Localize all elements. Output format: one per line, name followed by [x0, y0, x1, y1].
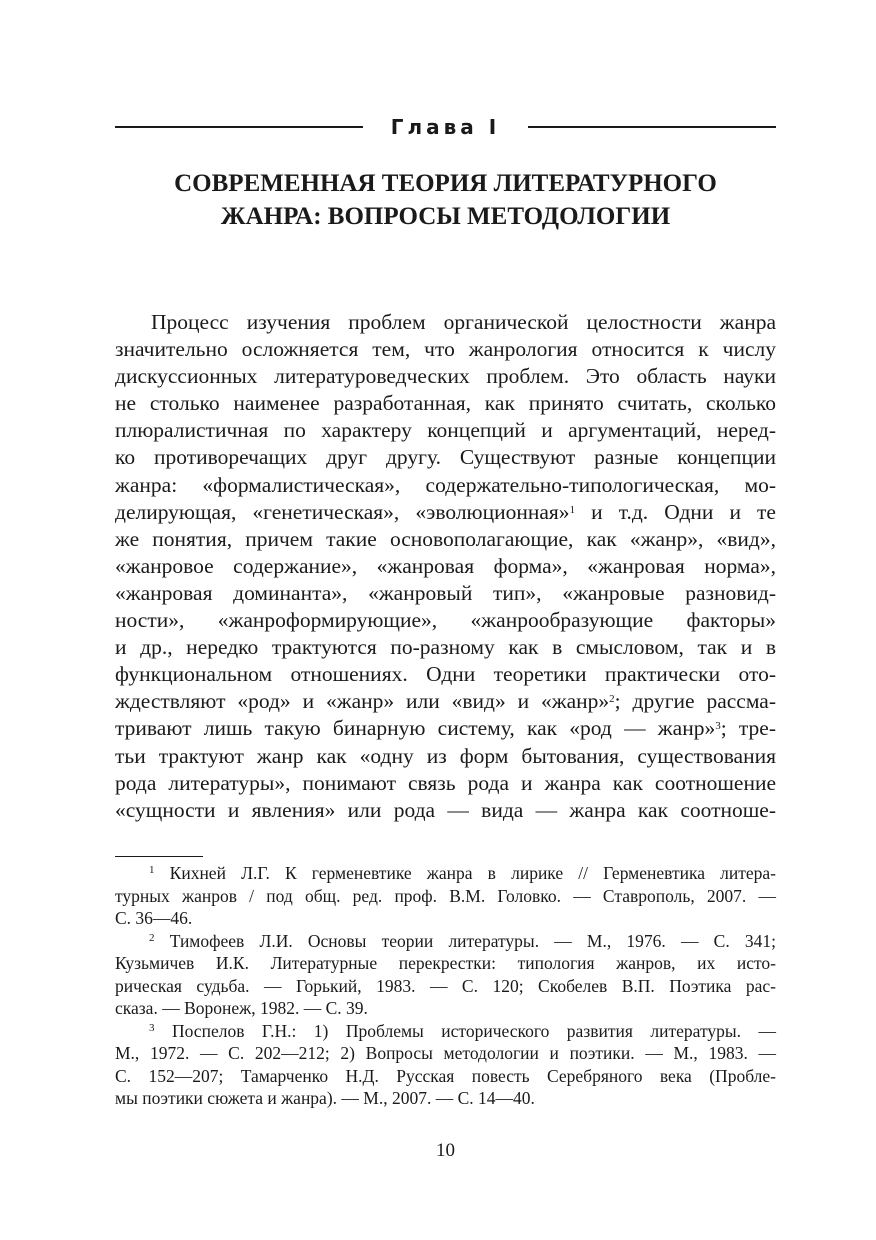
- text-line: рода литературы», понимают связь рода и жанра как соотношение: [115, 770, 776, 795]
- chapter-rule-left: [115, 126, 363, 128]
- footnote-ref[interactable]: 1: [569, 503, 576, 516]
- footnotes: [115, 862, 776, 1110]
- footnote-3: [115, 1020, 776, 1110]
- chapter-title-line: ЖАНРА: ВОПРОСЫ МЕТОДОЛОГИИ: [220, 203, 671, 230]
- text-line: «жанровая доминанта», «жанровый тип», «жанровые разновид-: [115, 580, 776, 605]
- text-line: [115, 499, 776, 526]
- footnote-ref[interactable]: 2: [609, 693, 615, 706]
- chapter-label: Глава I: [390, 115, 501, 139]
- footnote-line: рическая судьба. — Горький, 1983. — С. 120; Скобелев В.П. Поэтика рас-: [115, 975, 776, 996]
- footnote-line: турных жанров / под общ. ред. проф. В.М. Головко. — Ставрополь, 2007. —: [115, 885, 776, 906]
- text-line: жанра: «формалистическая», содержательно-типологическая, мо-: [115, 472, 776, 497]
- chapter-title-line: СОВРЕМЕННАЯ ТЕОРИЯ ЛИТЕРАТУРНОГО: [174, 170, 717, 197]
- text-line: ности», «жанроформирующие», «жанрообразующие факторы»: [115, 608, 776, 633]
- footnote-line: С. 36—46.: [115, 908, 193, 928]
- chapter-header: [115, 112, 776, 142]
- text-segment: ждествляют «род» и «жанр» или «вид» и «жанр»: [115, 689, 610, 714]
- chapter-title: [115, 167, 776, 233]
- text-segment: тривают лишь такую бинарную систему, как «род — жанр»: [115, 716, 716, 741]
- text-line: «сущности и явления» или рода — вида — жанра как соотноше-: [115, 797, 776, 822]
- footnote-ref[interactable]: 3: [715, 720, 721, 733]
- text-segment: Поспелов Г.Н.: 1) Проблемы исторического развития литературы. —: [171, 1020, 777, 1041]
- text-line: «жанровое содержание», «жанровая форма», «жанровая норма»,: [115, 553, 776, 578]
- text-line: Процесс изучения проблем органической целостности жанра: [151, 310, 776, 334]
- text-line: плюралистичная по характеру концепций и аргументаций, неред-: [115, 418, 776, 443]
- text-line: функциональном отношениях. Одни теоретики практически ото-: [115, 662, 776, 687]
- footnote-number: 2: [149, 931, 155, 944]
- footnote-line: [115, 930, 776, 953]
- text-segment: Кихней Л.Г. К герменевтике жанра в лирике // Герменевтика литера-: [169, 863, 777, 883]
- body-paragraph: [115, 309, 776, 824]
- footnote-separator: [115, 856, 203, 857]
- text-line: дискуссионных литературоведческих проблем. Это область науки: [115, 364, 776, 389]
- text-segment: ; другие рассма-: [614, 689, 776, 714]
- text-segment: и т.д. Одни и те: [575, 499, 776, 524]
- footnote-line: М., 1972. — С. 202—212; 2) Вопросы методологии и поэтики. — М., 1983. —: [115, 1043, 776, 1063]
- footnote-line: Кузьмичев И.К. Литературные перекрестки: типология жанров, их исто-: [115, 953, 776, 973]
- footnote-number: 3: [149, 1021, 155, 1034]
- footnote-line: сказа. — Воронеж, 1982. — С. 39.: [115, 998, 368, 1018]
- text-segment: ; тре-: [720, 716, 776, 741]
- text-line: значительно осложняется тем, что жанрология относится к числу: [115, 337, 776, 362]
- footnote-1: [115, 862, 776, 930]
- text-line: не столько наименее разработанная, как принято считать, сколько: [115, 391, 776, 416]
- text-segment: делирующая, «генетическая», «эволюционная»: [115, 499, 570, 524]
- page-number: 10: [436, 1140, 455, 1161]
- footnote-line: мы поэтики сюжета и жанра). — М., 2007. — С. 14—40.: [115, 1088, 535, 1108]
- footnote-number: 1: [149, 864, 155, 876]
- text-segment: Тимофеев Л.И. Основы теории литературы. — М., 1976. — С. 341;: [169, 930, 777, 951]
- text-line: [115, 688, 776, 715]
- footnote-line: [115, 862, 776, 885]
- text-line: тьи трактуют жанр как «одну из форм бытования, существования: [115, 743, 776, 768]
- footnote-line: С. 152—207; Тамарченко Н.Д. Русская повесть Серебряного века (Пробле-: [115, 1065, 776, 1086]
- footnote-line: [115, 1020, 776, 1043]
- text-line: же понятия, причем такие основополагающие, как «жанр», «вид»,: [115, 526, 776, 551]
- text-line: [115, 715, 776, 742]
- footnote-2: [115, 930, 776, 1020]
- text-line: ко противоречащих друг другу. Существуют разные концепции: [115, 445, 776, 470]
- chapter-rule-right: [528, 126, 776, 128]
- text-line: и др., нередко трактуются по-разному как в смысловом, так и в: [115, 635, 776, 660]
